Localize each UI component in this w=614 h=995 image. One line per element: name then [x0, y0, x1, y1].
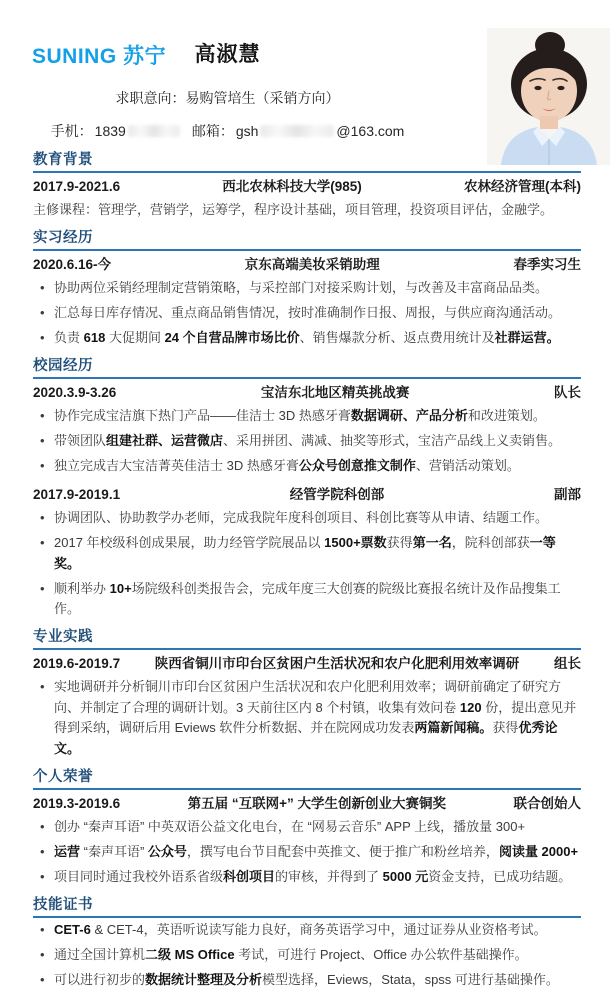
text-segment: 模型选择，Eviews，Stata，spss 可进行基础操作。 — [262, 971, 559, 987]
text-segment: ，撰写电台节目配套中英推文、便于推广和粉丝培养， — [186, 843, 499, 859]
entry-date: 2017.9-2019.1 — [33, 487, 121, 502]
entry-date: 2020.3.9-3.26 — [33, 385, 117, 400]
entry-date: 2019.6-2019.7 — [33, 656, 121, 671]
bullet-line — [33, 579, 581, 625]
entry-role: 农林经济管理(本科) — [464, 179, 581, 194]
phone-value: 1839 — [94, 123, 126, 139]
bullet-line — [33, 867, 581, 892]
text-segment: 两篇新闻稿。 — [414, 720, 493, 735]
text-segment: 第一名 — [412, 535, 452, 550]
email-label: 邮箱： — [191, 123, 234, 139]
text-segment: 运营 — [54, 843, 81, 859]
bullet-line — [33, 970, 581, 995]
phone-label: 手机： — [50, 123, 93, 139]
text-segment: 2017 年校级科创成果展，助力经管学院展品以 — [54, 535, 325, 550]
section-title: 个人荣誉 — [33, 768, 581, 790]
entry-title: 宝洁东北地区精英挑战赛 — [260, 385, 410, 400]
text-segment: 独立完成吉大宝洁菁英佳洁士 3D 热感牙膏 — [54, 458, 299, 473]
text-segment: 数据调研、产品分析 — [350, 408, 468, 423]
text-segment: 1500+票数 — [324, 535, 387, 550]
text-segment: 资金支持，已成功结题。 — [428, 868, 572, 884]
bullet-line — [33, 303, 581, 328]
text-segment: 负责 — [54, 330, 84, 345]
text-segment: 、销售爆款分析、返点费用统计及 — [299, 330, 495, 345]
text-segment: 协助两位采销经理制定营销策略，与采控部门对接采购计划，与改善及丰富商品品类。 — [54, 280, 549, 295]
text-segment: 协作完成宝洁旗下热门产品——佳洁士 3D 热感牙膏 — [54, 408, 351, 423]
bullet-line — [33, 456, 581, 481]
section-title: 校园经历 — [33, 357, 581, 379]
portrait-photo — [487, 28, 610, 165]
text-segment: 优秀论文。 — [54, 720, 558, 756]
entry-header-row — [33, 485, 581, 505]
text-segment: CET-6 — [54, 921, 91, 937]
bullet-line — [33, 508, 581, 533]
entry-header-row — [33, 177, 581, 197]
text-segment: 带领团队 — [54, 433, 107, 448]
job-objective-value: 易购管培生（采销方向） — [185, 90, 340, 106]
text-segment: 顺利举办 — [54, 580, 110, 596]
text-segment: “秦声耳语” — [80, 843, 148, 859]
entry-header-row — [33, 654, 581, 674]
text-segment: 的审核，并得到了 — [275, 868, 383, 884]
entry-role: 副部 — [554, 487, 581, 502]
bullet-line — [33, 328, 581, 353]
text-segment: 项目同时通过我校外语系省级 — [54, 868, 224, 884]
email-redacted-blur — [260, 125, 334, 137]
section-practice — [33, 628, 581, 764]
text-segment: 创办 “秦声耳语” 中英双语公益文化电台，在 “网易云音乐” APP 上线，播放量 300+ — [54, 818, 526, 834]
section-campus — [33, 357, 581, 624]
entry-title: 经管学院科创部 — [289, 487, 385, 502]
text-segment: 数据统计整理及分析 — [145, 971, 263, 987]
contact-line — [0, 121, 455, 141]
email-prefix: gsh — [235, 123, 259, 139]
text-segment: 和改进策划。 — [467, 408, 546, 423]
text-segment: 考试，可进行 Project、Office 办公软件基础操作。 — [234, 946, 528, 962]
text-segment: 科创项目 — [223, 868, 276, 884]
entry-date: 2020.6.16-今 — [33, 257, 112, 272]
section-skills — [33, 896, 581, 995]
entry-role: 队长 — [554, 385, 581, 400]
entry-title: 第五届 “互联网+” 大学生创新创业大赛铜奖 — [187, 795, 446, 811]
section-internship — [33, 229, 581, 353]
job-objective-label: 求职意向： — [115, 90, 186, 106]
text-segment: 获得 — [492, 720, 519, 735]
job-objective — [0, 88, 455, 108]
text-segment: 场院级科创类报告会，完成年度三大创赛的院级比赛报名统计及作品搜集工作。 — [54, 580, 561, 616]
entry-header-row — [33, 794, 581, 814]
entry-header-row — [33, 383, 581, 403]
entry-role: 春季实习生 — [513, 257, 581, 272]
entry-role: 组长 — [554, 656, 581, 671]
portrait-photo-illustration — [487, 28, 610, 165]
text-segment: 24 个自营品牌市场比价 — [164, 330, 300, 345]
text-segment: ，院科创部获 — [451, 535, 530, 550]
text-segment: 阅读量 2000+ — [498, 843, 579, 859]
entry-date: 2019.3-2019.6 — [33, 795, 121, 811]
text-segment: 可以进行初步的 — [54, 971, 146, 987]
entry-title: 陕西省铜川市印台区贫困户生活状况和农户化肥利用效率调研 — [154, 656, 520, 671]
email-suffix: @163.com — [336, 123, 405, 139]
text-segment: 618 — [83, 330, 106, 345]
section-honors — [33, 768, 581, 892]
text-segment: & CET-4，英语听说读写能力良好，商务英语学习中，通过证券从业资格考试。 — [90, 921, 547, 937]
resume-sections — [0, 141, 614, 995]
bullet-line — [33, 842, 581, 867]
entry-title: 京东高端美妆采销助理 — [244, 257, 380, 272]
text-segment: 大促期间 — [105, 330, 165, 345]
bullet-line — [33, 406, 581, 431]
entry-title: 西北农林科技大学(985) — [222, 179, 362, 194]
text-segment: 主修课程：管理学，营销学，运筹学，程序设计基础，项目管理，投资项目评估，金融学。 — [33, 202, 554, 217]
text-segment: 5000 元 — [382, 868, 429, 884]
text-segment: 通过全国计算机 — [54, 946, 146, 962]
bullet-line — [33, 920, 581, 945]
suning-logo: SUNING 苏宁 — [32, 45, 167, 68]
text-segment: 120 — [459, 699, 482, 715]
text-segment: 公众号 — [147, 843, 187, 859]
bullet-line — [33, 431, 581, 456]
text-segment: 份，提出意见并得到采纳，调研后用 Eviews 软件分析数据、并在院网成功发表 — [54, 699, 577, 735]
entry-date: 2017.9-2021.6 — [33, 179, 121, 194]
text-line — [33, 200, 581, 225]
section-title: 实习经历 — [33, 229, 581, 251]
candidate-name: 高淑慧 — [194, 43, 261, 66]
text-segment: 、采用拼团、满减、抽奖等形式，宝洁产品线上义卖销售。 — [223, 433, 562, 448]
phone-redacted-blur — [128, 125, 180, 137]
text-segment: 10+ — [109, 580, 132, 596]
text-segment: 、营销活动策划。 — [415, 458, 520, 473]
text-segment: 获得 — [386, 535, 413, 550]
bullet-line — [33, 533, 581, 579]
entry-role: 联合创始人 — [513, 795, 581, 811]
resume-header — [0, 0, 455, 141]
text-segment: 一等奖。 — [54, 535, 556, 571]
bullet-line — [33, 677, 581, 764]
text-segment: 二级 MS Office — [145, 946, 235, 962]
bullet-line — [33, 817, 581, 842]
text-segment: 协调团队、协助教学办老师，完成我院年度科创项目、科创比赛等从申请、结题工作。 — [54, 510, 549, 525]
section-title: 教育背景 — [33, 151, 581, 173]
section-title: 专业实践 — [33, 628, 581, 650]
text-segment: 实地调研并分析铜川市印台区贫困户生活状况和农户化肥利用效率；调研前确定了研究方向、并制定了合理的调研计划。3 天前往区内 8 个村镇，收集有效问卷 — [54, 679, 562, 715]
text-segment: 社群运营。 — [494, 330, 560, 345]
text-segment: 组建社群、运营微店 — [106, 433, 224, 448]
entry-header-row — [33, 255, 581, 275]
section-title: 技能证书 — [33, 896, 581, 918]
bullet-line — [33, 278, 581, 303]
text-segment: 汇总每日库存情况、重点商品销售情况，按时准确制作日报、周报，与供应商沟通活动。 — [54, 305, 562, 320]
bullet-line — [33, 945, 581, 970]
text-segment: 公众号创意推文制作 — [298, 458, 416, 473]
